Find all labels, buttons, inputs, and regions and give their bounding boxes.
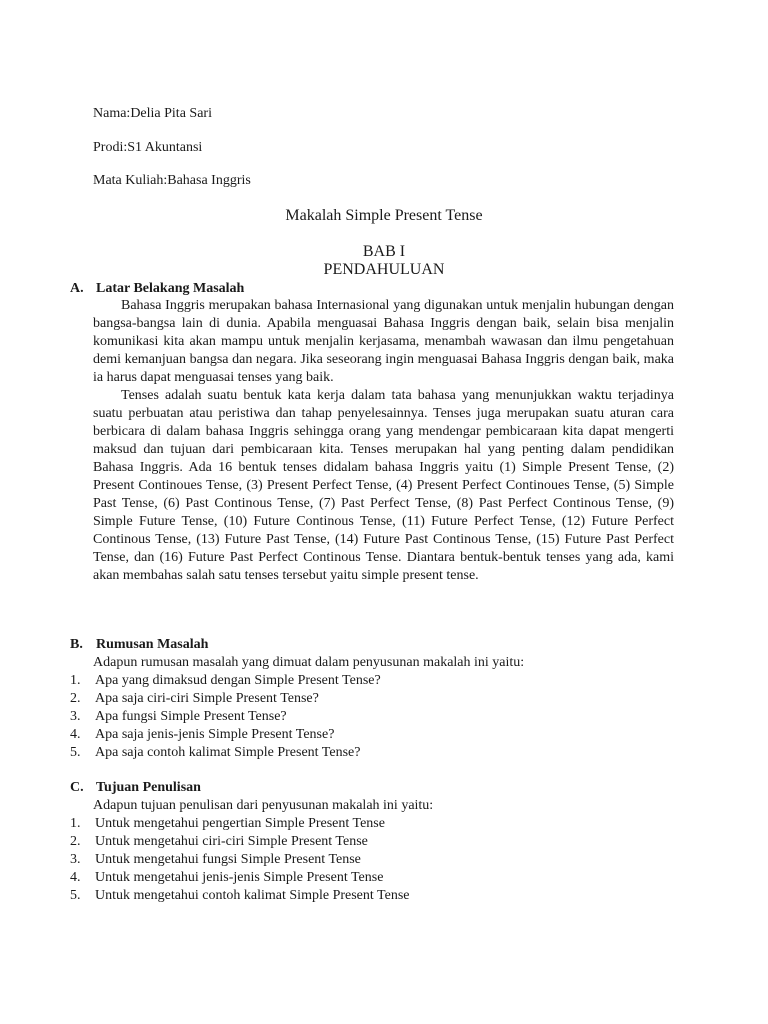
section-b-heading — [70, 636, 208, 654]
study-program: Prodi:S1 Akuntansi — [93, 140, 203, 155]
chapter-number: BAB I — [362, 243, 406, 260]
list-item — [70, 690, 381, 708]
list-item — [70, 672, 381, 690]
list-item-text: Apa saja ciri-ciri Simple Present Tense? — [95, 691, 319, 706]
list-item — [70, 851, 409, 869]
section-a-body — [93, 297, 674, 585]
list-item-text: Untuk mengetahui pengertian Simple Present Tense — [95, 816, 385, 831]
list-item-number: 1. — [70, 816, 81, 831]
list-item-number: 3. — [70, 709, 81, 724]
list-item — [70, 815, 409, 833]
section-a-paragraph-1: Bahasa Inggris merupakan bahasa Internasional yang digunakan untuk menjalin hubungan dengan bangsa-bangsa lain di dunia. Apabila menguasai Bahasa Inggris dengan baik, selain bisa menjalin komunikasi kita akan mampu untuk menjalin kerjasama, menambah wawasan dan ilmu pengetahuan demi kemanjuan bangsa dan negara. Jika seseorang ingin menguasai Bahasa Inggris dengan baik, maka ia harus dapat menguasai tenses yang baik. — [93, 298, 674, 385]
section-c-list — [70, 815, 409, 905]
chapter-name: PENDAHULUAN — [323, 261, 445, 278]
list-item — [70, 833, 409, 851]
list-item-text: Apa saja contoh kalimat Simple Present Tense? — [95, 745, 361, 760]
list-item-text: Untuk mengetahui ciri-ciri Simple Present Tense — [95, 834, 368, 849]
student-name: Nama:Delia Pita Sari — [93, 106, 212, 121]
section-b-list — [70, 672, 381, 762]
section-c-heading — [70, 779, 201, 797]
list-item-number: 4. — [70, 727, 81, 742]
list-item-number: 1. — [70, 673, 81, 688]
list-item-number: 5. — [70, 745, 81, 760]
document-title: Makalah Simple Present Tense — [285, 207, 483, 224]
list-item-text: Apa saja jenis-jenis Simple Present Tense? — [95, 727, 335, 742]
section-a-title: Latar Belakang Masalah — [96, 281, 245, 296]
list-item-text: Apa yang dimaksud dengan Simple Present Tense? — [95, 673, 381, 688]
list-item — [70, 744, 381, 762]
list-item-text: Untuk mengetahui fungsi Simple Present Tense — [95, 852, 361, 867]
list-item — [70, 869, 409, 887]
list-item-text: Untuk mengetahui contoh kalimat Simple Present Tense — [95, 888, 410, 903]
section-c-intro: Adapun tujuan penulisan dari penyusunan makalah ini yaitu: — [93, 798, 434, 813]
section-c-letter: C. — [70, 780, 84, 795]
section-a-paragraph-2: Tenses adalah suatu bentuk kata kerja dalam tata bahasa yang menunjukkan waktu terjadinya suatu perbuatan atau peristiwa dan tahap penyelesainnya. Tenses juga merupakan suatu aturan cara berbicara di dalam bahasa Inggris sehingga orang yang mendengar pembicaraan kita dapat mengerti maksud dan tujuan dari pembicaraan kita. Tenses merupakan hal yang penting dalam pendidikan Bahasa Inggris. Ada 16 bentuk tenses didalam bahasa Inggris yaitu (1) Simple Present Tense, (2) Present Continoues Tense, (3) Present Perfect Tense, (4) Present Perfect Continoues Tense, (5) Simple Past Tense, (6) Past Continous Tense, (7) Past Perfect Tense, (8) Past Perfect Continous Tense, (9) Simple Future Tense, (10) Future Continous Tense, (11) Future Perfect Tense, (12) Future Perfect Continous Tense, (13) Future Past Tense, (14) Future Past Continous Tense, (15) Future Past Perfect Tense, dan (16) Future Past Perfect Continous Tense. Diantara bentuk-bentuk tenses yang ada, kami akan membahas salah satu tenses tersebut yaitu simple present tense. — [93, 388, 674, 583]
list-item — [70, 708, 381, 726]
list-item — [70, 726, 381, 744]
section-a-letter: A. — [70, 281, 84, 296]
list-item-number: 3. — [70, 852, 81, 867]
section-b-intro: Adapun rumusan masalah yang dimuat dalam penyusunan makalah ini yaitu: — [93, 655, 525, 670]
chapter-heading — [0, 243, 768, 279]
list-item-text: Apa fungsi Simple Present Tense? — [95, 709, 287, 724]
section-b-letter: B. — [70, 637, 83, 652]
list-item — [70, 887, 409, 905]
list-item-number: 2. — [70, 691, 81, 706]
section-a-heading — [70, 280, 244, 298]
course-name: Mata Kuliah:Bahasa Inggris — [93, 173, 251, 188]
section-b-title: Rumusan Masalah — [96, 637, 209, 652]
section-c-title: Tujuan Penulisan — [96, 780, 201, 795]
list-item-number: 5. — [70, 888, 81, 903]
list-item-number: 4. — [70, 870, 81, 885]
list-item-text: Untuk mengetahui jenis-jenis Simple Present Tense — [95, 870, 384, 885]
list-item-number: 2. — [70, 834, 81, 849]
